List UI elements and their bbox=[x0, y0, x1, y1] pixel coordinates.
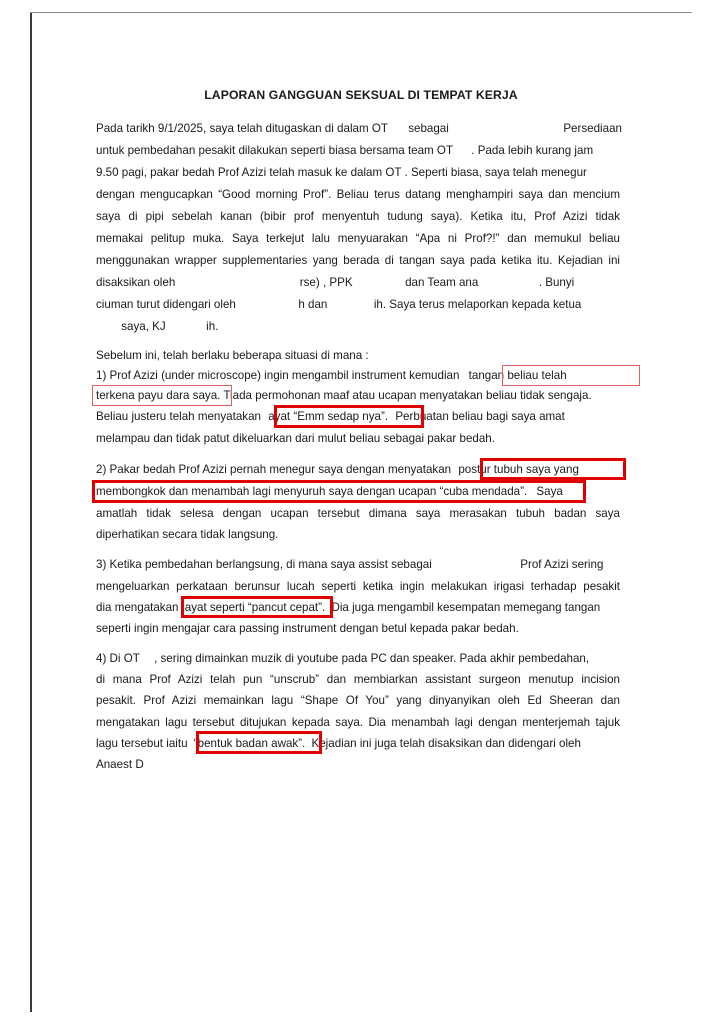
highlighted-phrase: ayat “Emm sedap nya”. bbox=[268, 410, 389, 423]
item2-line-3: amatlah tidak selesa dengan ucapan tersebut dimana saya merasakan tubuh badan saya bbox=[96, 507, 620, 520]
highlight-box-payudara bbox=[92, 385, 232, 406]
highlighted-phrase: membongkok dan menambah lagi menyuruh saya dengan ucapan “cuba mendada”. bbox=[96, 485, 528, 498]
text-segment: Tiada permohonan maaf atau ucapan menyatakan beliau tidak sengaja. bbox=[223, 389, 592, 402]
p1-line-9 bbox=[96, 298, 620, 312]
item3-line-2: mengeluarkan perkataan berunsur lucah seperti ketika ingin melakukan irigasi terhadap pesakit bbox=[96, 580, 620, 593]
p1-line-3 bbox=[96, 166, 620, 180]
text-segment: 9.50 pagi, pakar bedah Prof Azizi telah masuk ke dalam OT bbox=[96, 166, 402, 179]
text-segment: untuk pembedahan pesakit dilakukan seperti biasa bersama team OT bbox=[96, 144, 453, 157]
p1-line-2 bbox=[96, 144, 620, 158]
highlighted-phrase: ayat seperti “pancut cepat”. bbox=[184, 601, 326, 614]
text-segment: disaksikan oleh bbox=[96, 276, 176, 289]
highlight-box-bentuk bbox=[196, 731, 322, 754]
highlighted-phrase: tangan beliau telah bbox=[468, 369, 567, 382]
highlight-box-pancut bbox=[181, 596, 333, 618]
text-segment: dan Team ana bbox=[405, 276, 479, 289]
text-segment: rse) , PPK bbox=[299, 276, 353, 289]
p1-line-4: dengan mengucapkan “Good morning Prof”. Beliau terus datang menghampiri saya dan mencium bbox=[96, 188, 620, 201]
text-segment: h dan bbox=[298, 298, 328, 311]
text-segment: saya, KJ bbox=[121, 320, 166, 333]
item4-line-5 bbox=[96, 737, 620, 751]
highlight-box-postur bbox=[480, 458, 626, 480]
text-segment: ih. bbox=[206, 320, 219, 333]
highlight-box-tangan bbox=[502, 365, 640, 386]
text-segment: . Bunyi bbox=[538, 276, 575, 289]
item3-line-1 bbox=[96, 558, 620, 572]
text-segment: sebagai bbox=[408, 122, 449, 135]
text-segment: Saya bbox=[536, 485, 563, 498]
p1-line-5: saya di pipi sebelah kanan (bibir prof menyentuh tudung saya). Ketika itu, Prof Azizi tidak bbox=[96, 210, 620, 223]
text-segment: Beliau justeru telah menyatakan bbox=[96, 410, 261, 423]
item4-line-4: mengatakan lagu tersebut ditujukan kepada saya. Dia menambah lagi dengan menterjemah tajuk bbox=[96, 716, 620, 729]
p1-line-10 bbox=[96, 320, 620, 334]
item2-line-4: diperhatikan secara tidak langsung. bbox=[96, 528, 279, 541]
item3-line-4: seperti ingin mengajar cara passing instrument dengan betul kepada pakar bedah. bbox=[96, 622, 519, 635]
text-segment: 2) Pakar bedah Prof Azizi pernah menegur saya dengan menyatakan bbox=[96, 463, 452, 476]
text-segment: Dia juga mengambil kesempatan memegang tangan bbox=[331, 601, 601, 614]
highlighted-phrase: terkena payu dara saya. bbox=[96, 389, 221, 402]
highlight-box-emm-sedap bbox=[274, 405, 424, 428]
text-segment: ciuman turut didengari oleh bbox=[96, 298, 236, 311]
item4-line-2: di mana Prof Azizi telah pun “unscrub” dan membiarkan assistant surgeon menutup incision bbox=[96, 673, 620, 686]
highlighted-phrase: postur tubuh saya yang bbox=[458, 463, 579, 476]
p1-line-1 bbox=[96, 122, 620, 136]
item4-line-3: pesakit. Prof Azizi memainkan lagu “Shape Of You” yang dinyanyikan oleh Ed Sheeran dan bbox=[96, 694, 620, 707]
text-segment: lagu tersebut iaitu bbox=[96, 737, 188, 750]
item3-line-3 bbox=[96, 601, 620, 615]
item1-line-4: melampau dan tidak patut dikeluarkan dari mulut beliau sebagai pakar bedah. bbox=[96, 432, 495, 445]
text-segment: Pada tarikh 9/1/2025, saya telah ditugaskan di dalam OT bbox=[96, 122, 388, 135]
text-segment: Perbuatan beliau bagi saya amat bbox=[395, 410, 565, 423]
intro-line: Sebelum ini, telah berlaku beberapa situasi di mana : bbox=[96, 349, 369, 362]
highlight-box-membongkok bbox=[92, 480, 586, 503]
p1-line-7: menggunakan wrapper supplementaries yang berada di tangan saya pada ketika itu. Kejadian ini bbox=[96, 254, 620, 267]
scan-edge-left bbox=[30, 12, 32, 1012]
text-segment: dia mengatakan bbox=[96, 601, 179, 614]
text-segment: ih. Saya terus melaporkan kepada ketua bbox=[373, 298, 582, 311]
document-title: LAPORAN GANGGUAN SEKSUAL DI TEMPAT KERJA bbox=[204, 88, 518, 102]
item4-line-1 bbox=[96, 652, 620, 666]
text-segment: 4) Di OT bbox=[96, 652, 140, 665]
text-segment: 1) Prof Azizi (under microscope) ingin mengambil instrument kemudian bbox=[96, 369, 460, 382]
scan-edge-top bbox=[30, 12, 692, 13]
text-segment: . Pada lebih kurang jam bbox=[471, 144, 594, 157]
text-segment: Persediaan bbox=[563, 122, 622, 135]
p1-line-6: memakai pelitup muka. Saya terkejut lalu menyuarakan “Apa ni Prof?!” dan memukul beliau bbox=[96, 232, 620, 245]
text-segment: Prof Azizi sering bbox=[520, 558, 604, 571]
p1-line-8 bbox=[96, 276, 620, 290]
text-segment: Kejadian ini juga telah disaksikan dan didengari oleh bbox=[311, 737, 581, 750]
text-segment: 3) Ketika pembedahan berlangsung, di mana saya assist sebagai bbox=[96, 558, 432, 571]
highlighted-phrase: “bentuk badan awak”. bbox=[193, 737, 306, 750]
text-segment: . Seperti biasa, saya telah menegur bbox=[404, 166, 587, 179]
item4-line-6: Anaest D bbox=[96, 758, 144, 771]
text-segment: , sering dimainkan muzik di youtube pada PC dan speaker. Pada akhir pembedahan, bbox=[154, 652, 590, 665]
